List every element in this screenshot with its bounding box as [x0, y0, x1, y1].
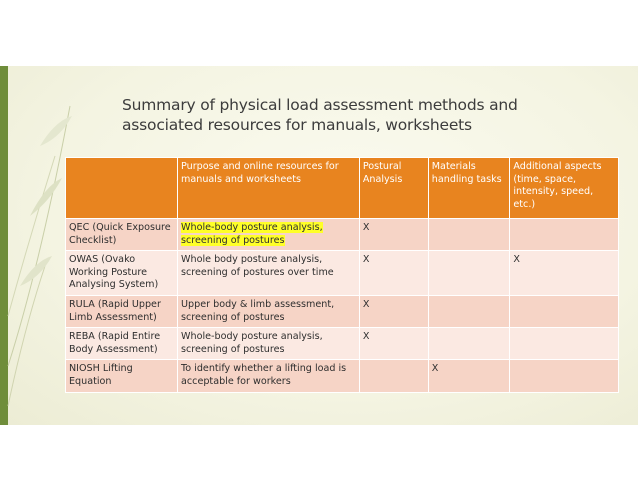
purpose-cell: Upper body & limb assessment, screening of postures — [178, 295, 360, 327]
materials-cell: X — [428, 360, 510, 392]
table-header-row — [66, 158, 619, 219]
materials-cell — [428, 219, 510, 251]
additional-cell — [510, 219, 619, 251]
additional-cell — [510, 328, 619, 360]
postural-cell: X — [359, 328, 428, 360]
header-cell-postural: Postural Analysis — [359, 158, 428, 219]
purpose-cell: To identify whether a lifting load is acceptable for workers — [178, 360, 360, 392]
purpose-cell: Whole body posture analysis, screening of postures over time — [178, 251, 360, 296]
postural-cell: X — [359, 219, 428, 251]
slide — [0, 66, 638, 425]
highlighted-text: Whole-body posture analysis, screening of postures — [181, 222, 323, 246]
materials-cell — [428, 328, 510, 360]
table-row — [66, 295, 619, 327]
method-cell: REBA (Rapid Entire Body Assessment) — [66, 328, 178, 360]
table-row — [66, 219, 619, 251]
additional-cell — [510, 295, 619, 327]
materials-cell — [428, 295, 510, 327]
table-row — [66, 251, 619, 296]
slide-title — [122, 95, 592, 135]
title-line-2: associated resources for manuals, worksheets — [122, 116, 472, 134]
additional-cell — [510, 360, 619, 392]
header-cell-materials: Materials handling tasks — [428, 158, 510, 219]
postural-cell: X — [359, 295, 428, 327]
header-cell-purpose: Purpose and online resources for manuals and worksheets — [178, 158, 360, 219]
table-row — [66, 360, 619, 392]
method-cell: RULA (Rapid Upper Limb Assessment) — [66, 295, 178, 327]
materials-cell — [428, 251, 510, 296]
methods-table — [65, 157, 619, 393]
title-line-1: Summary of physical load assessment methods and — [122, 96, 518, 114]
header-cell-additional: Additional aspects (time, space, intensity, speed, etc.) — [510, 158, 619, 219]
postural-cell: X — [359, 251, 428, 296]
method-cell: QEC (Quick Exposure Checklist) — [66, 219, 178, 251]
purpose-cell — [178, 219, 360, 251]
method-cell: NIOSH Lifting Equation — [66, 360, 178, 392]
additional-cell: X — [510, 251, 619, 296]
table-row — [66, 328, 619, 360]
purpose-cell: Whole-body posture analysis, screening of postures — [178, 328, 360, 360]
method-cell: OWAS (Ovako Working Posture Analysing System) — [66, 251, 178, 296]
header-cell-empty — [66, 158, 178, 219]
postural-cell — [359, 360, 428, 392]
